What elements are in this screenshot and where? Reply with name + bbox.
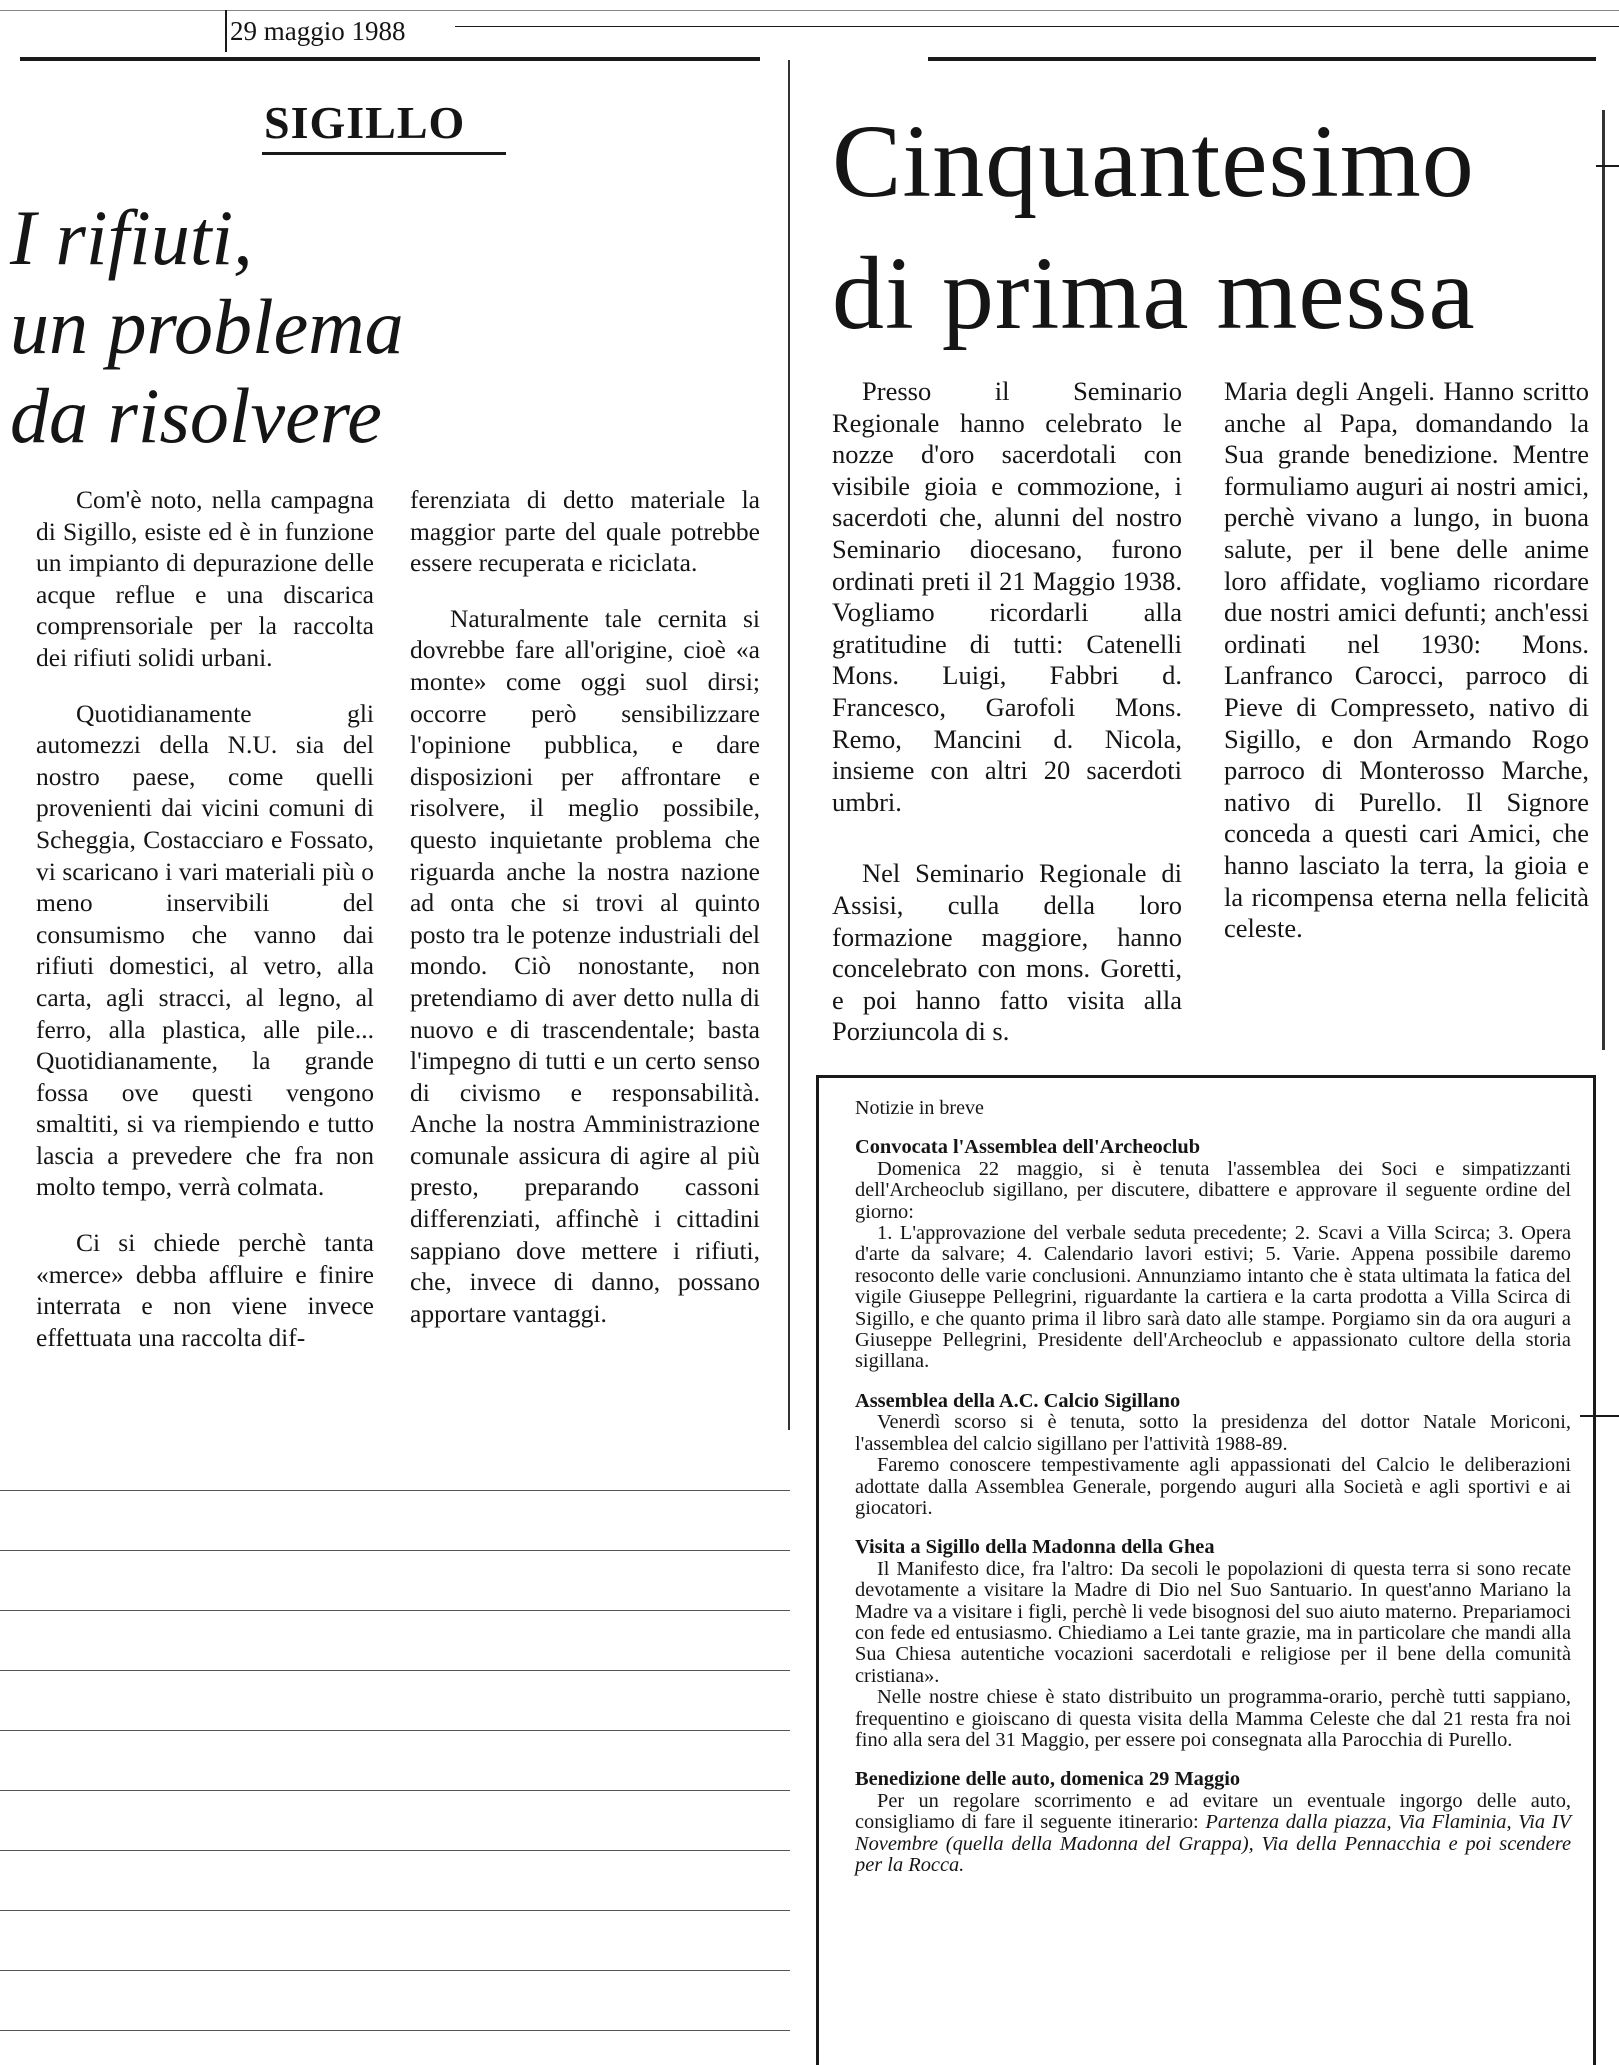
headline (10, 193, 404, 460)
news-item-title: Assemblea della A.C. Calcio Sigillano (855, 1389, 1181, 1412)
paragraph: Naturalmente tale cernita si dovrebbe fare all'origine, cioè «a monte» come oggi suol dirsi; occorre però sensibilizzare l'opinione pubblica, e dare disposizioni per affrontare e risolvere, il meglio possibile, questo inquietante problema che riguarda anche la nostra nazione ad onta che si trovi al quinto posto tra le potenze industriali del mondo. Ciò nonostante, non pretendiamo di aver detto nulla di nuovo e di trascendentale; basta l'impegno di tutti e un certo senso di civismo e responsabilità. Anche la nostra Amministrazione comunale assicura di agire al più presto, preparando cassoni differenziati, affinchè i cittadini sappiano dove mettere i rifiuti, che, invece di danno, possano apportare vantaggi. (410, 603, 760, 1328)
news-item (855, 1391, 1571, 1519)
headline-line: un problema (10, 283, 404, 370)
paragraph: Faremo conoscere tempestivamente agli appassionati del Calcio le deliberazioni adottate dalla Assemblea Generale, porgendo auguri alla Società e agli sportivi e ai giocatori. (855, 1454, 1571, 1519)
headline-line: Cinquantesimo (832, 104, 1475, 219)
issue-date: 29 maggio 1988 (230, 16, 406, 46)
paragraph: Venerdì scorso si è tenuta, sotto la presidenza del dottor Natale Moriconi, l'assemblea del calcio sigillano per l'attività 1988-89. (855, 1411, 1571, 1455)
headline-line: di prima messa (832, 236, 1476, 351)
news-item (855, 1137, 1571, 1372)
news-item-title: Convocata l'Assemblea dell'Archeoclub (855, 1136, 1201, 1159)
section-kicker: SIGILLO (264, 97, 466, 148)
headline-line: da risolvere (10, 372, 382, 459)
paragraph: Maria degli Angeli. Hanno scritto anche al Papa, domandando la Sua grande benedizione. Mentre formuliamo auguri ai nostri amici, perchè vivano a lungo, in buona salute, per il bene delle anime loro affidate, vogliamo ricordare due nostri amici defunti; anch'essi ordinati nel 1930: Mons. Lanfranco Carocci, parroco di Pieve di Compresseto, nativo di Sigillo, e don Armando Rogo parroco di Monterosso Marche, nativo di Purello. Il Signore conceda a questi cari Amici, che hanno lasciato la terra, la gioia e la ricompensa eterna nella felicità celeste. (1224, 376, 1589, 944)
news-item-title: Benedizione delle auto, domenica 29 Maggio (855, 1768, 1241, 1791)
paragraph: Presso il Seminario Regionale hanno celebrato le nozze d'oro sacerdotali con visibile gioia e commozione, i sacerdoti che, alunni del nostro Seminario diocesano, furono ordinati preti il 21 Maggio 1938. Vogliamo ricordarli alla gratitudine di tutti: Catenelli Mons. Luigi, Fabbri d. Francesco, Garofoli Mons. Remo, Mancini d. Nicola, insieme con altri 20 sacerdoti umbri. (832, 376, 1182, 817)
paragraph (855, 1791, 1571, 1877)
paragraph: Il Manifesto dice, fra l'altro: Da secoli le popolazioni di questa terra si sono recate devotamente a visitare la Madre di Dio nel Suo Santuario. In quest'anno Mariano la Madre va a visitare i figli, perchè li vede bisognosi del suo aiuto materno. Prepariamoci con fede ed entusiasmo. Chiediamo a Lei tante grazie, ma in particolare che mandi alla Sua Chiesa autentiche vocazioni sacerdotali e religiose per il bene della comunità cristiana». (855, 1557, 1571, 1687)
news-brief-box (816, 1075, 1596, 2065)
paragraph: Domenica 22 maggio, si è tenuta l'assemblea dei Soci e simpatizzanti dell'Archeoclub sigillano, per discutere, dibattere e approvare il seguente ordine del giorno: (855, 1157, 1571, 1223)
paragraph: Nel Seminario Regionale di Assisi, culla della loro formazione maggiore, hanno concelebrato con mons. Goretti, e poi hanno fatto visita alla Porziuncola di s. (832, 858, 1182, 1047)
paragraph: ferenziata di detto materiale la maggior parte del quale potrebbe essere recuperata e riciclata. (410, 485, 760, 578)
paragraph: 1. L'approvazione del verbale seduta precedente; 2. Scavi a Villa Scirca; 3. Opera d'arte da salvare; 4. Calendario lavori estivi; 5. Varie. Appena possibile daremo resoconto delle varie conclusioni. Annunziamo intanto che è stata ultimata la fatica del vigile Giuseppe Pellegrini, riguardante la cartiera e la carta prodotta a Villa Scirca di Sigillo, e che quanto prima il libro sarà dato alle stampe. Porgiamo sin da ora auguri a Giuseppe Pellegrini, Presidente dell'Archeoclub e appassionato cultore della storia sigillana. (855, 1222, 1571, 1373)
news-item-title: Visita a Sigillo della Madonna della Ghea (855, 1536, 1215, 1559)
headline (832, 96, 1476, 360)
article-column-2 (1224, 376, 1589, 985)
itinerary-text: Partenza dalla piazza, Via Flaminia, Via IV Novembre (quella della Madonna del Grappa), Via della Pennacchia e poi scendere per la Rocca. (855, 1811, 1571, 1876)
news-item (855, 1769, 1571, 1876)
news-item (855, 1537, 1571, 1751)
paragraph: Nelle nostre chiese è stato distribuito un programma-orario, perchè tutti sappiano, frequentino e gioiscano di questa visita della Mamma Celeste che dal 21 resta fra noi fino alla sera del 31 Maggio, per essere poi consegnata alla Parocchia di Purello. (855, 1686, 1571, 1751)
headline-line: I rifiuti, (10, 194, 253, 281)
paragraph-text: Per un regolare scorrimento e ad evitare un eventuale ingorgo delle auto, consigliamo di fare il seguente itinerario: (855, 1789, 1571, 1834)
article-column-1 (832, 376, 1182, 1088)
paragraph: Ci si chiede perchè tanta «merce» debba affluire e finire interrata e non viene invece effettuata una raccolta dif- (36, 1228, 374, 1352)
paragraph: Com'è noto, nella campagna di Sigillo, esiste ed è in funzione un impianto di depurazione delle acque reflue e una discarica comprensoriale per la raccolta dei rifiuti solidi urbani. (36, 485, 374, 672)
article-column-2 (410, 484, 760, 1353)
blank-ruled-area (0, 1490, 790, 2050)
box-header: Notizie in breve (855, 1097, 984, 1119)
article-column-1 (36, 484, 374, 1377)
paragraph: Quotidianamente gli automezzi della N.U. sia del nostro paese, come quelli provenienti dai vicini comuni di Scheggia, Costacciaro e Fossato, vi scaricano i vari materiali più o meno inservibili del consumismo che vanno dai rifiuti domestici, al vetro, alla carta, agli stracci, al legno, al ferro, alla plastica, alle pile... Quotidianamente, la grande fossa ove questi vengono smaltiti, si va riempiendo e tutto lascia a prevedere che fra non molto tempo, verrà colmata. (36, 698, 374, 1202)
